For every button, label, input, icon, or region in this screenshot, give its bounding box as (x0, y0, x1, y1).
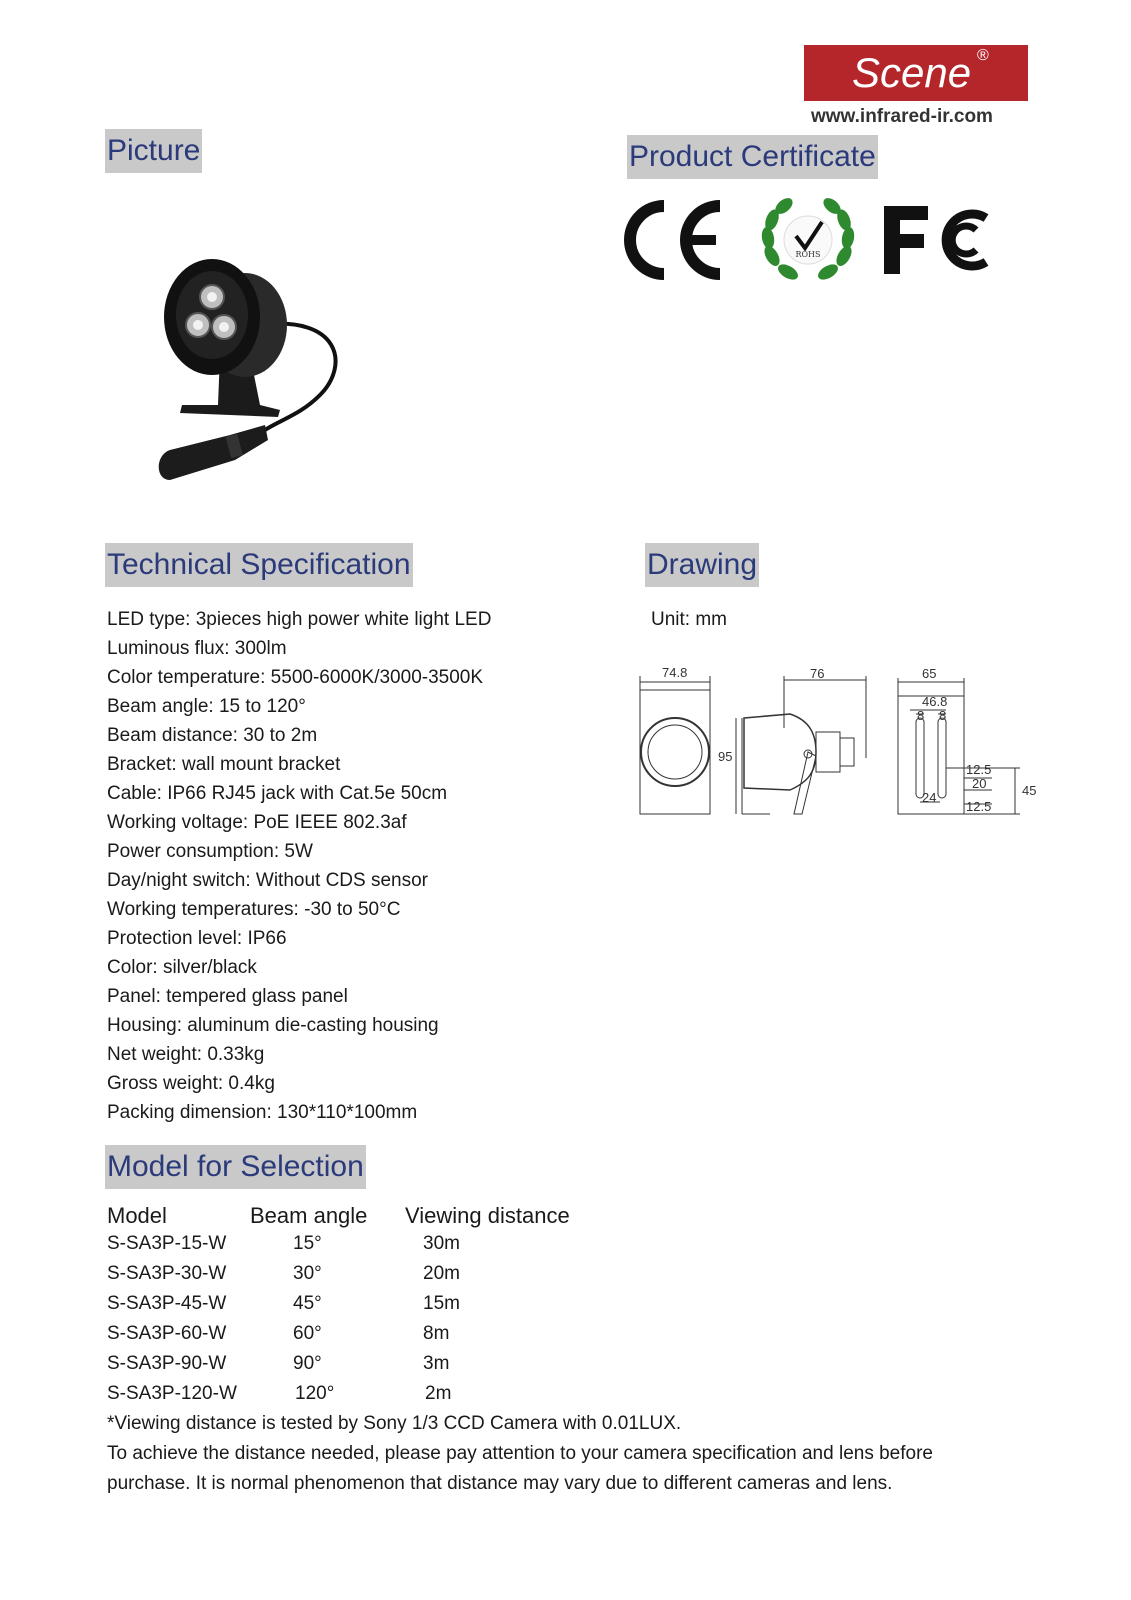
table-cell-angle: 60° (293, 1323, 322, 1344)
registered-mark: ® (977, 47, 989, 64)
table-cell-model: S-SA3P-45-W (107, 1293, 227, 1314)
rohs-icon (758, 196, 858, 286)
spec-line: Gross weight: 0.4kg (107, 1073, 275, 1094)
spec-line: Luminous flux: 300lm (107, 638, 287, 659)
spec-line: Beam distance: 30 to 2m (107, 725, 318, 746)
table-cell-model: S-SA3P-30-W (107, 1263, 227, 1284)
table-header-model: Model (107, 1203, 167, 1228)
spec-line: Net weight: 0.33kg (107, 1044, 265, 1065)
table-cell-model: S-SA3P-60-W (107, 1323, 227, 1344)
dim-height: 95 (718, 749, 733, 764)
spec-line: Housing: aluminum die-casting housing (107, 1015, 439, 1036)
dim-slot-gap: 24 (922, 790, 937, 805)
dim-bracket-height: 45 (1022, 783, 1037, 798)
dim-offset-top: 12.5 (966, 762, 992, 777)
spec-line: LED type: 3pieces high power white light LED (107, 609, 492, 630)
viewing-distance-note: *Viewing distance is tested by Sony 1/3 CCD Camera with 0.01LUX. (107, 1413, 682, 1434)
ce-mark-icon (618, 198, 728, 282)
tech-spec-heading: Technical Specification (105, 543, 413, 587)
spec-line: Packing dimension: 130*110*100mm (107, 1102, 418, 1123)
spec-line: Power consumption: 5W (107, 841, 313, 862)
table-cell-distance: 2m (425, 1383, 452, 1404)
table-cell-distance: 3m (423, 1353, 450, 1374)
spec-line: Cable: IP66 RJ45 jack with Cat.5e 50cm (107, 783, 448, 804)
picture-heading: Picture (105, 129, 202, 173)
spec-line: Color temperature: 5500-6000K/3000-3500K (107, 667, 484, 688)
dim-offset-bottom: 12.5 (966, 799, 992, 814)
table-cell-angle: 15° (293, 1233, 322, 1254)
spec-line: Protection level: IP66 (107, 928, 287, 949)
table-cell-model: S-SA3P-90-W (107, 1353, 227, 1374)
dim-slot-width-2: 8 (939, 708, 947, 723)
dim-slot-height: 20 (972, 776, 987, 791)
spec-line: Panel: tempered glass panel (107, 986, 348, 1007)
table-cell-angle: 120° (295, 1383, 335, 1404)
dimension-drawing (630, 668, 1060, 833)
dim-front-width: 74.8 (662, 668, 688, 680)
table-cell-angle: 90° (293, 1353, 322, 1374)
dim-bracket-width: 65 (922, 668, 937, 681)
spec-line: Color: silver/black (107, 957, 257, 978)
dim-slot-width-1: 8 (917, 708, 925, 723)
table-cell-angle: 30° (293, 1263, 322, 1284)
spec-line: Bracket: wall mount bracket (107, 754, 341, 775)
spec-line: Working voltage: PoE IEEE 802.3af (107, 812, 407, 833)
table-cell-model: S-SA3P-120-W (107, 1383, 237, 1404)
brand-name: Scene (852, 49, 972, 96)
dim-slot-span: 46.8 (922, 694, 948, 709)
purchase-note-line-2: purchase. It is normal phenomenon that distance may vary due to different cameras and lens. (107, 1473, 893, 1494)
fcc-mark-icon (880, 200, 1000, 280)
product-photo (150, 245, 360, 495)
table-cell-distance: 30m (423, 1233, 460, 1254)
table-cell-distance: 15m (423, 1293, 460, 1314)
brand-logo (804, 45, 1028, 101)
drawing-heading: Drawing (645, 543, 759, 587)
drawing-unit: Unit: mm (651, 609, 727, 630)
spec-line: Beam angle: 15 to 120° (107, 696, 306, 717)
table-cell-model: S-SA3P-15-W (107, 1233, 227, 1254)
website-link[interactable]: www.infrared-ir.com (811, 106, 993, 127)
rohs-label: ROHS (795, 250, 821, 259)
table-header-beam-angle: Beam angle (250, 1203, 368, 1228)
spec-line: Working temperatures: -30 to 50°C (107, 899, 401, 920)
table-cell-distance: 20m (423, 1263, 460, 1284)
table-cell-angle: 45° (293, 1293, 322, 1314)
certificate-heading: Product Certificate (627, 135, 878, 179)
dim-side-width: 76 (810, 668, 825, 681)
table-cell-distance: 8m (423, 1323, 450, 1344)
purchase-note-line-1: To achieve the distance needed, please pay attention to your camera specification and lens before (107, 1443, 933, 1464)
model-selection-heading: Model for Selection (105, 1145, 366, 1189)
spec-line: Day/night switch: Without CDS sensor (107, 870, 429, 891)
table-header-viewing-distance: Viewing distance (405, 1203, 570, 1228)
